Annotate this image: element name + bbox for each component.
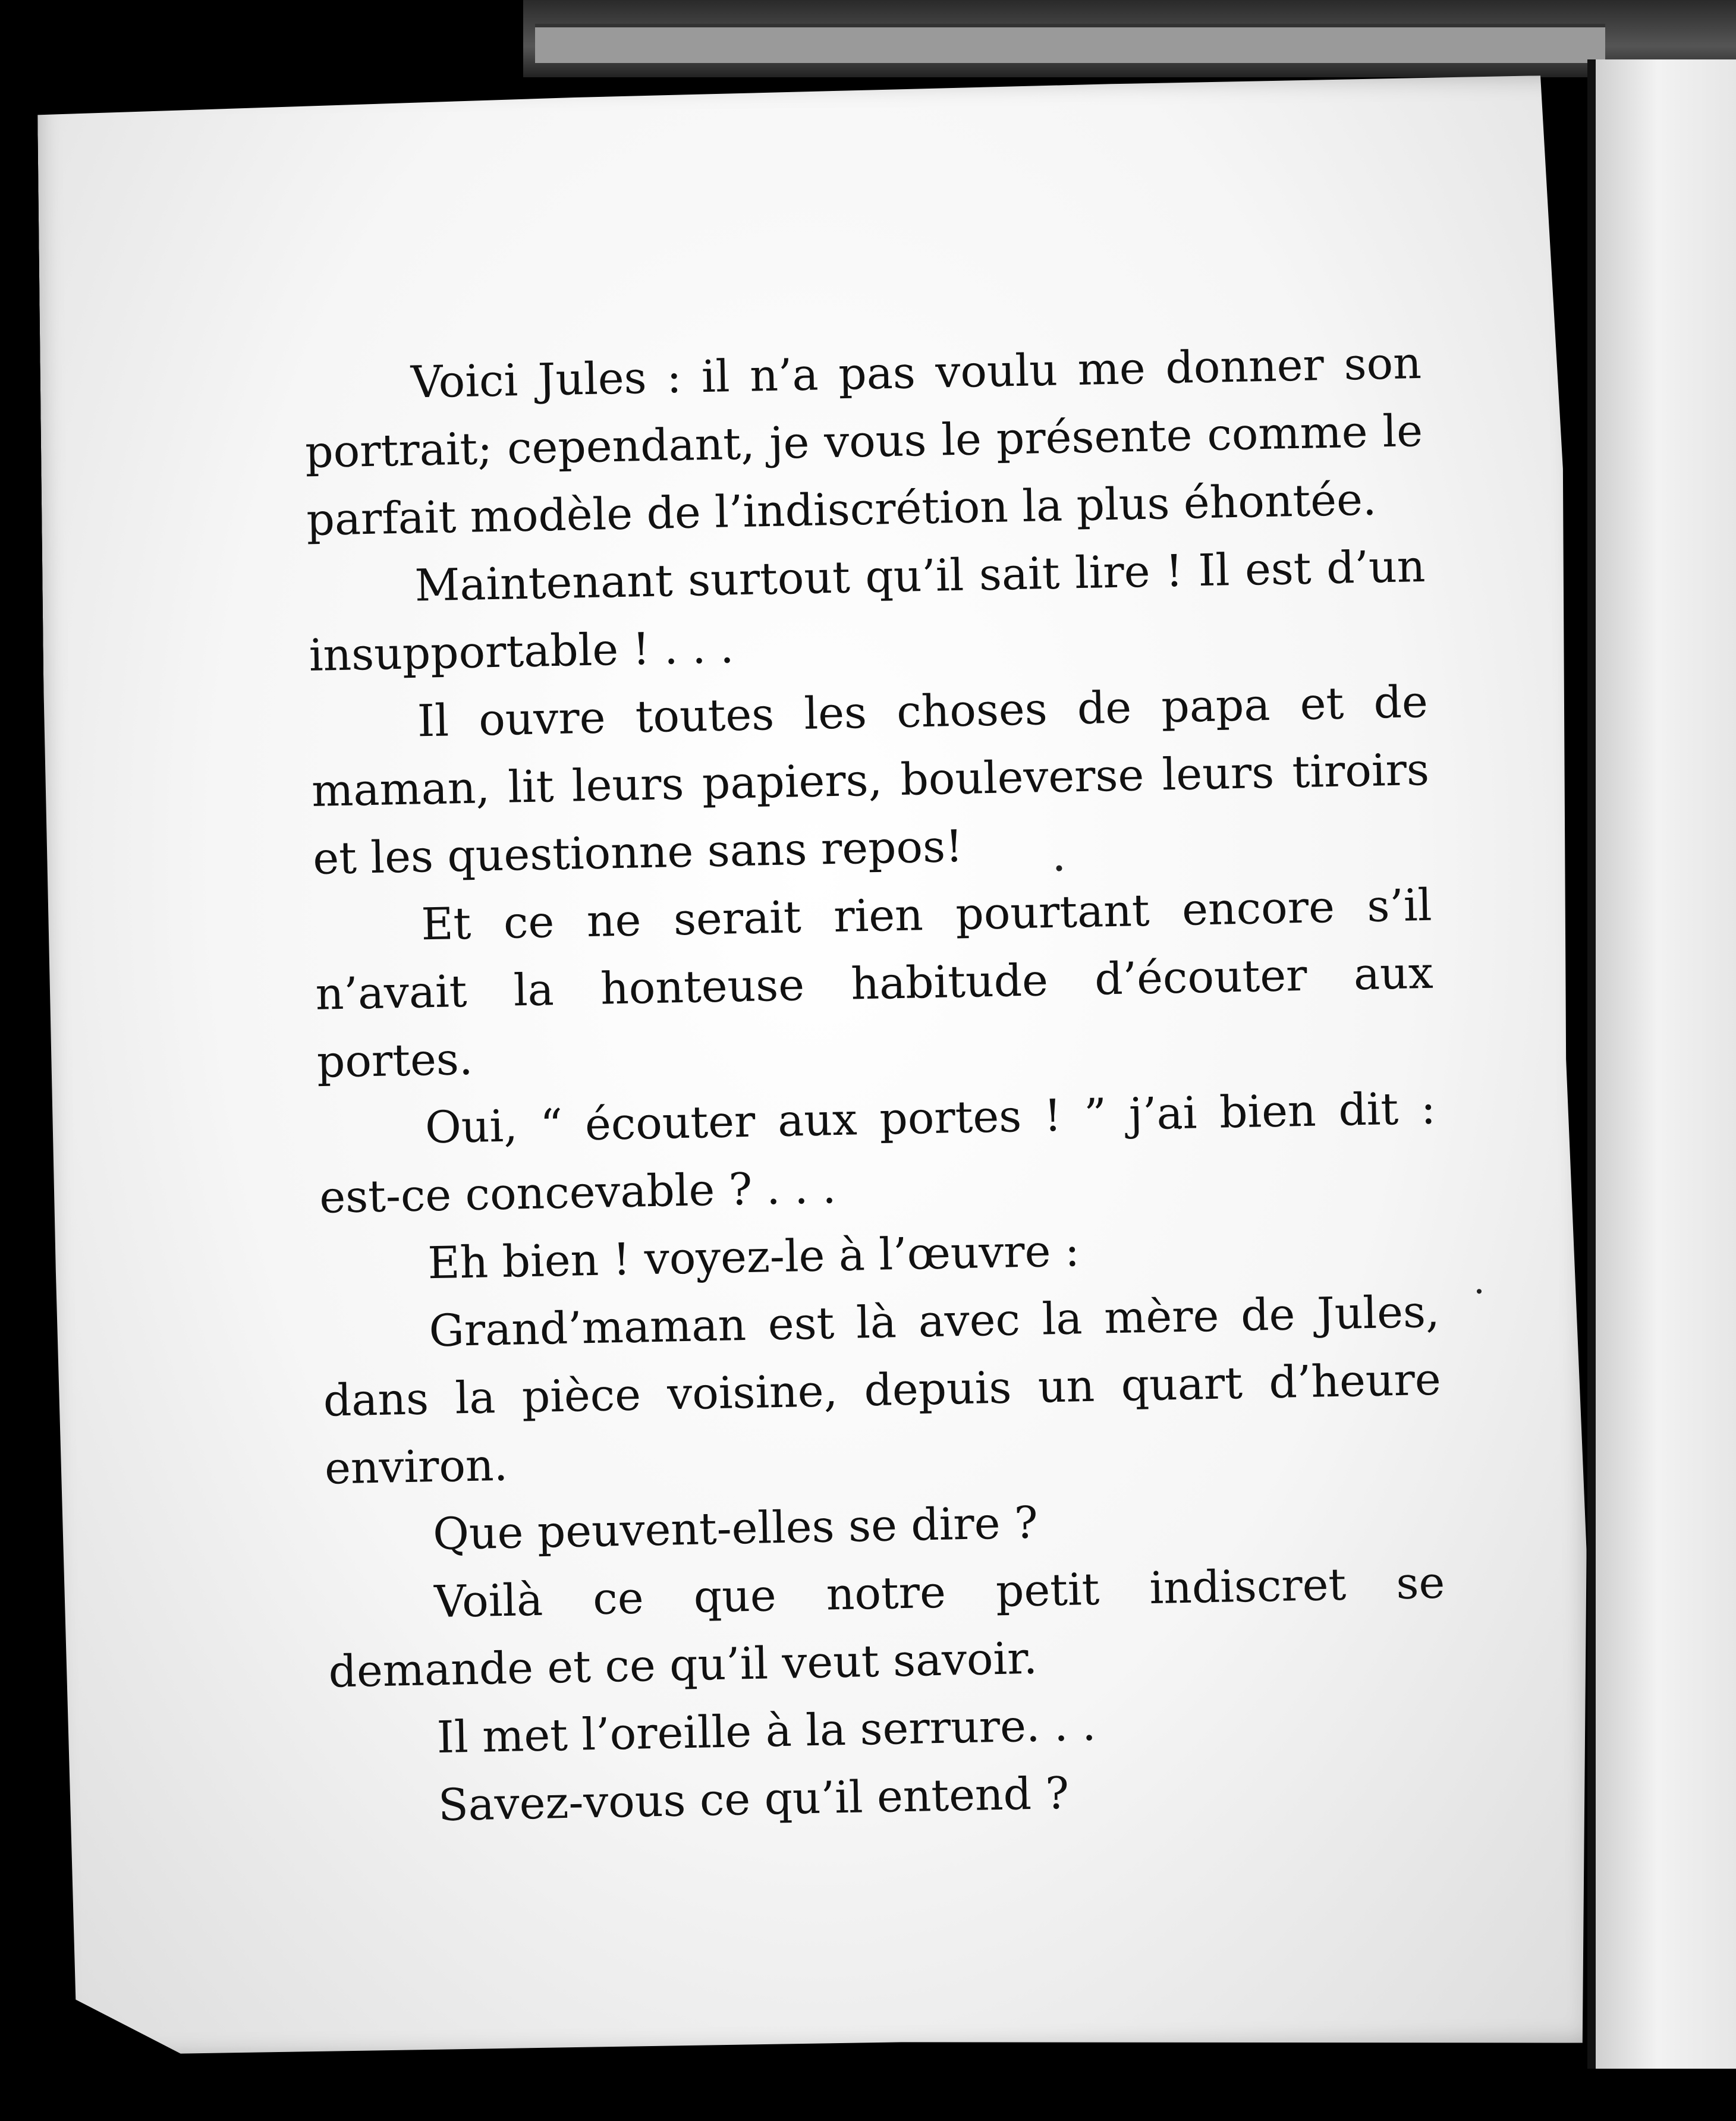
paragraph: Il met l’oreille à la serrure. . . [436,1699,1097,1764]
paragraph: Maintenant surtout qu’il sait lire ! Il est d’un insupportable ! . . . [309,540,1426,681]
paragraph: Eh bien ! voyez-le à l’œuvre : [427,1225,1080,1289]
paragraph: Voici Jules : il n’a pas voulu me donner son portrait; cependant, je vous le présente comme le parfait modèle de l’indiscrétion la plus éhontée. [304,337,1423,546]
paragraph: Et ce ne serait rien pourtant encore s’il n’avait la honteuse habitude d’écouter aux portes. [315,879,1434,1088]
adjacent-page-right [1587,59,1736,2069]
ink-speck [1477,1289,1482,1294]
paragraph: Grand’maman est là avec la mère de Jules, dans la pièce voisine, depuis un quart d’heure environ. [323,1286,1442,1494]
paragraph: Oui, “ écouter aux portes ! ” j’ai bien dit : est-ce concevable ? . . . [319,1082,1436,1223]
paragraph: Voilà ce que notre petit indiscret se demande et ce qu’il veut savoir. [328,1557,1445,1698]
paragraph: Il ouvre toutes les choses de papa et de maman, lit leurs papiers, bouleverse leurs tiroirs et les questionne sans repos! [311,676,1430,885]
page-text [303,329,1449,1842]
paragraph: Que peuvent-elles se dire ? [432,1497,1039,1560]
paragraph: Savez-vous ce qu’il entend ? [438,1767,1070,1832]
adjacent-page-top [535,24,1605,63]
